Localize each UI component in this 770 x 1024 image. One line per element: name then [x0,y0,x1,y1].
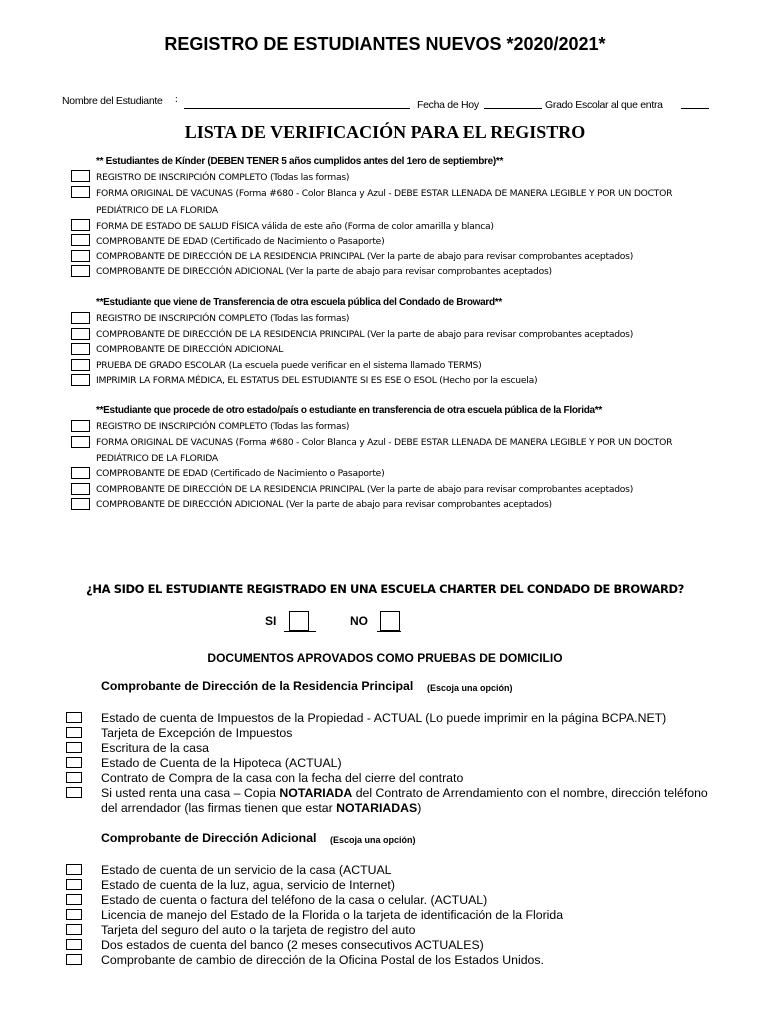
charter-question: ¿HA SIDO EL ESTUDIANTE REGISTRADO EN UNA ESCUELA CHARTER DEL CONDADO DE BROWARD? [86,582,684,596]
checkbox[interactable] [71,265,90,277]
section-kinder-header: ** Estudiantes de Kínder (DEBEN TENER 5 años cumplidos antes del 1ero de septiembre)** [96,156,504,167]
no-checkbox[interactable] [377,611,401,632]
checklist-item: COMPROBANTE DE DIRECCIÓN ADICIONAL (Ver la parte de abajo para revisar comprobantes aceptados) [96,499,552,510]
checklist-title: LISTA DE VERIFICACIÓN PARA EL REGISTRO [184,122,586,142]
checkbox[interactable] [66,772,82,783]
colon-mark: : [175,94,178,105]
document-option: Estado de cuenta de la luz, agua, servicio de Internet) [101,878,395,892]
checklist-item: PRUEBA DE GRADO ESCOLAR (La escuela puede verificar en el sistema llamado TERMS) [96,360,482,371]
checkbox[interactable] [71,420,90,432]
student-name-field[interactable] [184,108,410,109]
document-option: Tarjeta de Excepción de Impuestos [101,726,293,740]
checkbox[interactable] [66,727,82,738]
checklist-item-continued: PEDIÁTRICO DE LA FLORIDA [96,453,218,464]
checkbox[interactable] [71,498,90,510]
checkbox[interactable] [66,924,82,935]
checkbox[interactable] [71,343,90,355]
additional-address-heading: Comprobante de Dirección Adicional [101,831,317,845]
checklist-item: FORMA ORIGINAL DE VACUNAS (Forma #680 - Color Blanca y Azul - DEBE ESTAR LLENADA DE MANERA LEGIBLE Y POR UN DOCTOR [96,188,673,199]
document-option: Estado de cuenta o factura del teléfono de la casa o celular. (ACTUAL) [101,893,488,907]
checklist-item-continued: PEDIÁTRICO DE LA FLORIDA [96,205,218,216]
student-name-label: Nombre del Estudiante [62,95,163,107]
grade-label: Grado Escolar al que entra [545,99,663,111]
document-option: Escritura de la casa [101,741,209,755]
checkbox[interactable] [71,483,90,495]
checkbox[interactable] [66,757,82,768]
checklist-item: FORMA DE ESTADO DE SALUD FÍSICA válida de este año (Forma de color amarilla y blanca) [96,221,494,232]
checkbox[interactable] [71,186,90,198]
document-option-rent-continued: del arrendador (las firmas tienen que estar NOTARIADAS) [101,801,422,815]
checkbox[interactable] [71,250,90,262]
approved-docs-title: DOCUMENTOS APROVADOS COMO PRUEBAS DE DOMICILIO [207,651,563,665]
checkbox[interactable] [71,328,90,340]
checkbox[interactable] [66,909,82,920]
document-option: Contrato de Compra de la casa con la fecha del cierre del contrato [101,771,464,785]
checklist-item: REGISTRO DE INSCRIPCIÓN COMPLETO (Todas las formas) [96,172,350,183]
document-option-rent: Si usted renta una casa – Copia NOTARIADA del Contrato de Arrendamiento con el nombre, dirección teléfono [101,786,708,800]
document-option: Licencia de manejo del Estado de la Florida o la tarjeta de identificación de la Florida [101,908,564,922]
page-title: REGISTRO DE ESTUDIANTES NUEVOS *2020/2021* [164,34,606,54]
checklist-item: REGISTRO DE INSCRIPCIÓN COMPLETO (Todas las formas) [96,421,350,432]
checklist-item: IMPRIMIR LA FORMA MÉDICA, EL ESTATUS DEL ESTUDIANTE SI ES ESE O ESOL (Hecho por la escuela) [96,375,538,386]
document-option: Estado de cuenta de Impuestos de la Propiedad - ACTUAL (Lo puede imprimir en la página BCPA.NET) [101,711,667,725]
checkbox[interactable] [66,939,82,950]
checkbox[interactable] [66,742,82,753]
checkbox[interactable] [66,879,82,890]
checkbox[interactable] [71,312,90,324]
checklist-item: FORMA ORIGINAL DE VACUNAS (Forma #680 - Color Blanca y Azul - DEBE ESTAR LLENADA DE MANERA LEGIBLE Y POR UN DOCTOR [96,437,673,448]
checkbox[interactable] [66,894,82,905]
date-label: Fecha de Hoy [417,99,479,111]
grade-field[interactable] [681,108,709,109]
checkbox[interactable] [71,436,90,448]
checklist-item: COMPROBANTE DE DIRECCIÓN DE LA RESIDENCIA PRINCIPAL (Ver la parte de abajo para revisar comprobantes aceptados) [96,251,634,262]
checkbox[interactable] [66,787,82,798]
checklist-item: COMPROBANTE DE DIRECCIÓN ADICIONAL [96,344,284,355]
primary-residence-heading: Comprobante de Dirección de la Residencia Principal [101,679,414,693]
checkbox[interactable] [66,712,82,723]
checkbox[interactable] [71,374,90,386]
section-transfer-header: **Estudiante que viene de Transferencia de otra escuela pública del Condado de Broward** [96,297,502,308]
checkbox[interactable] [71,219,90,231]
checkbox[interactable] [71,467,90,479]
checkbox[interactable] [71,170,90,182]
checklist-item: REGISTRO DE INSCRIPCIÓN COMPLETO (Todas las formas) [96,313,350,324]
checklist-item: COMPROBANTE DE EDAD (Certificado de Nacimiento o Pasaporte) [96,468,385,479]
document-option: Tarjeta del seguro del auto o la tarjeta de registro del auto [101,923,416,937]
no-label: NO [350,614,368,628]
primary-residence-note: (Escoja una opción) [427,683,513,693]
document-option: Estado de cuenta de un servicio de la casa (ACTUAL [101,863,392,877]
section-out-of-state-header: **Estudiante que procede de otro estado/país o estudiante en transferencia de otra escuela pública de la Florida** [96,405,602,416]
checklist-item: COMPROBANTE DE EDAD (Certificado de Nacimiento o Pasaporte) [96,236,385,247]
checkbox[interactable] [71,359,90,371]
checklist-item: COMPROBANTE DE DIRECCIÓN DE LA RESIDENCIA PRINCIPAL (Ver la parte de abajo para revisar comprobantes aceptados) [96,329,634,340]
yes-checkbox[interactable] [284,611,316,632]
additional-address-note: (Escoja una opción) [330,835,416,845]
checkbox[interactable] [66,954,82,965]
date-field[interactable] [484,108,542,109]
checkbox[interactable] [71,234,90,246]
yes-label: SI [265,614,277,628]
checklist-item: COMPROBANTE DE DIRECCIÓN ADICIONAL (Ver la parte de abajo para revisar comprobantes aceptados) [96,266,552,277]
document-option: Comprobante de cambio de dirección de la Oficina Postal de los Estados Unidos. [101,953,544,967]
checklist-item: COMPROBANTE DE DIRECCIÓN DE LA RESIDENCIA PRINCIPAL (Ver la parte de abajo para revisar comprobantes aceptados) [96,484,634,495]
document-option: Dos estados de cuenta del banco (2 meses consecutivos ACTUALES) [101,938,484,952]
document-option: Estado de Cuenta de la Hipoteca (ACTUAL) [101,756,342,770]
checkbox[interactable] [66,864,82,875]
